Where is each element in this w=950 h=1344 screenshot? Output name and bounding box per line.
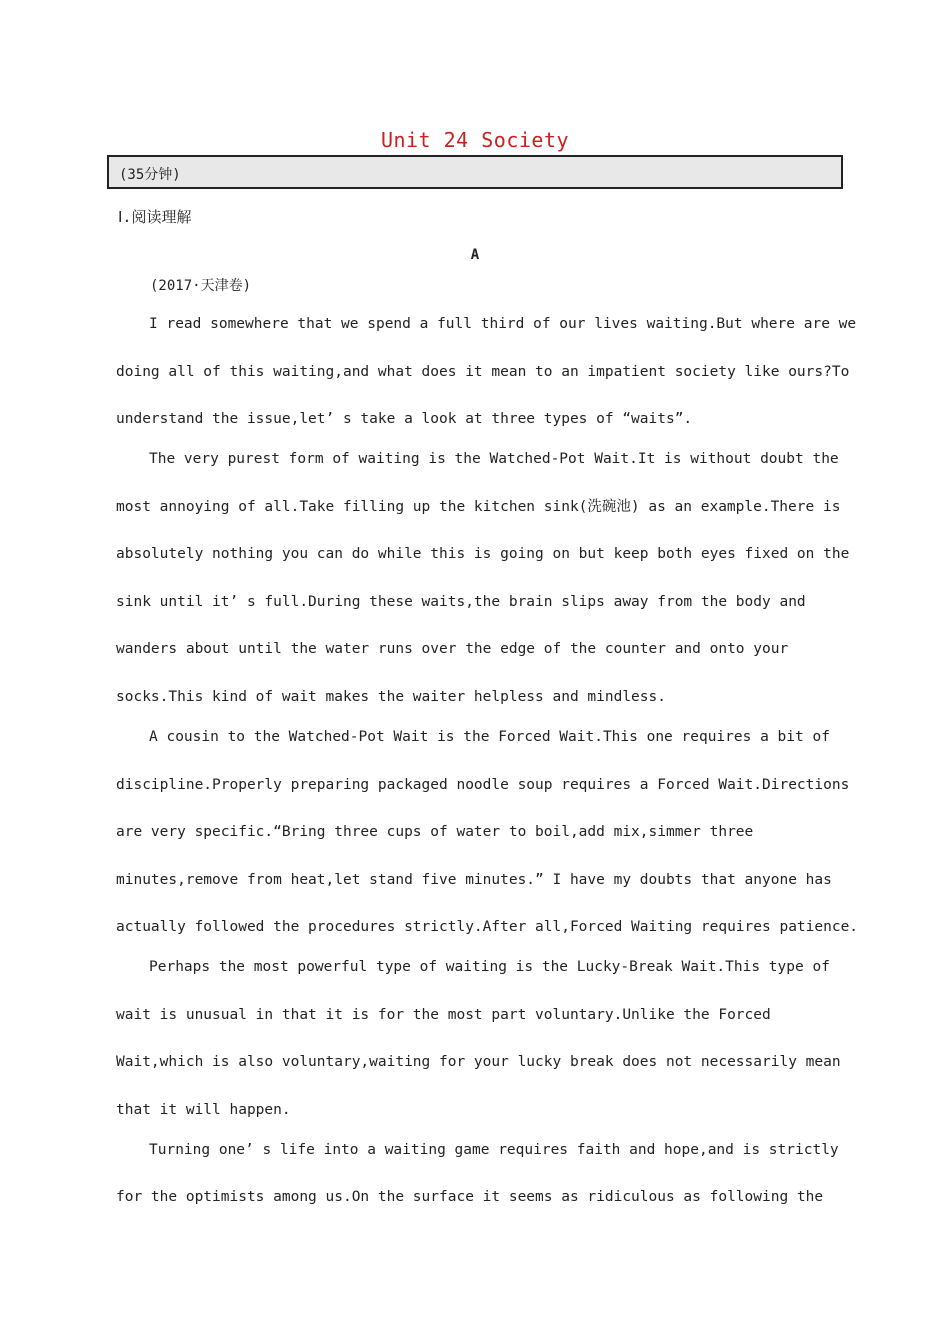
paragraph-line: sink until it’ s full.During these waits,the brain slips away from the body and xyxy=(116,594,806,610)
section-heading: Ⅰ.阅读理解 xyxy=(118,208,192,226)
paragraph-line: I read somewhere that we spend a full third of our lives waiting.But where are we xyxy=(149,316,857,332)
paragraph-line: for the optimists among us.On the surface it seems as ridiculous as following the xyxy=(116,1189,824,1205)
paragraph-line: Wait,which is also voluntary,waiting for your lucky break does not necessarily mean xyxy=(116,1054,841,1070)
paragraph-line: Perhaps the most powerful type of waiting is the Lucky-Break Wait.This type of xyxy=(149,959,830,975)
paragraph-line: wait is unusual in that it is for the most part voluntary.Unlike the Forced xyxy=(116,1007,771,1023)
paragraph-line: A cousin to the Watched-Pot Wait is the Forced Wait.This one requires a bit of xyxy=(149,729,830,745)
page-title: Unit 24 Society xyxy=(380,128,570,152)
passage-label: A xyxy=(470,247,480,263)
paragraph-line: wanders about until the water runs over the edge of the counter and onto your xyxy=(116,641,789,657)
paragraph-line: minutes,remove from heat,let stand five minutes.” I have my doubts that anyone has xyxy=(116,872,832,888)
passage-source: (2017·天津卷) xyxy=(150,278,252,294)
paragraph-line: absolutely nothing you can do while this is going on but keep both eyes fixed on the xyxy=(116,546,850,562)
paragraph-line: most annoying of all.Take filling up the kitchen sink(洗碗池) as an example.There is xyxy=(116,499,841,515)
paragraph-line: Turning one’ s life into a waiting game requires faith and hope,and is strictly xyxy=(149,1142,839,1158)
time-limit-text: (35分钟) xyxy=(119,167,181,183)
paragraph-line: are very specific.“Bring three cups of water to boil,add mix,simmer three xyxy=(116,824,754,840)
paragraph-line: The very purest form of waiting is the Watched-Pot Wait.It is without doubt the xyxy=(149,451,839,467)
time-limit-box xyxy=(107,155,843,189)
paragraph-line: that it will happen. xyxy=(116,1102,291,1118)
paragraph-line: understand the issue,let’ s take a look at three types of “waits”. xyxy=(116,411,693,427)
paragraph-line: socks.This kind of wait makes the waiter helpless and mindless. xyxy=(116,689,666,705)
paragraph-line: actually followed the procedures strictly.After all,Forced Waiting requires patience. xyxy=(116,919,859,935)
paragraph-line: discipline.Properly preparing packaged noodle soup requires a Forced Wait.Directions xyxy=(116,777,850,793)
paragraph-line: doing all of this waiting,and what does it mean to an impatient society like ours?To xyxy=(116,364,850,380)
